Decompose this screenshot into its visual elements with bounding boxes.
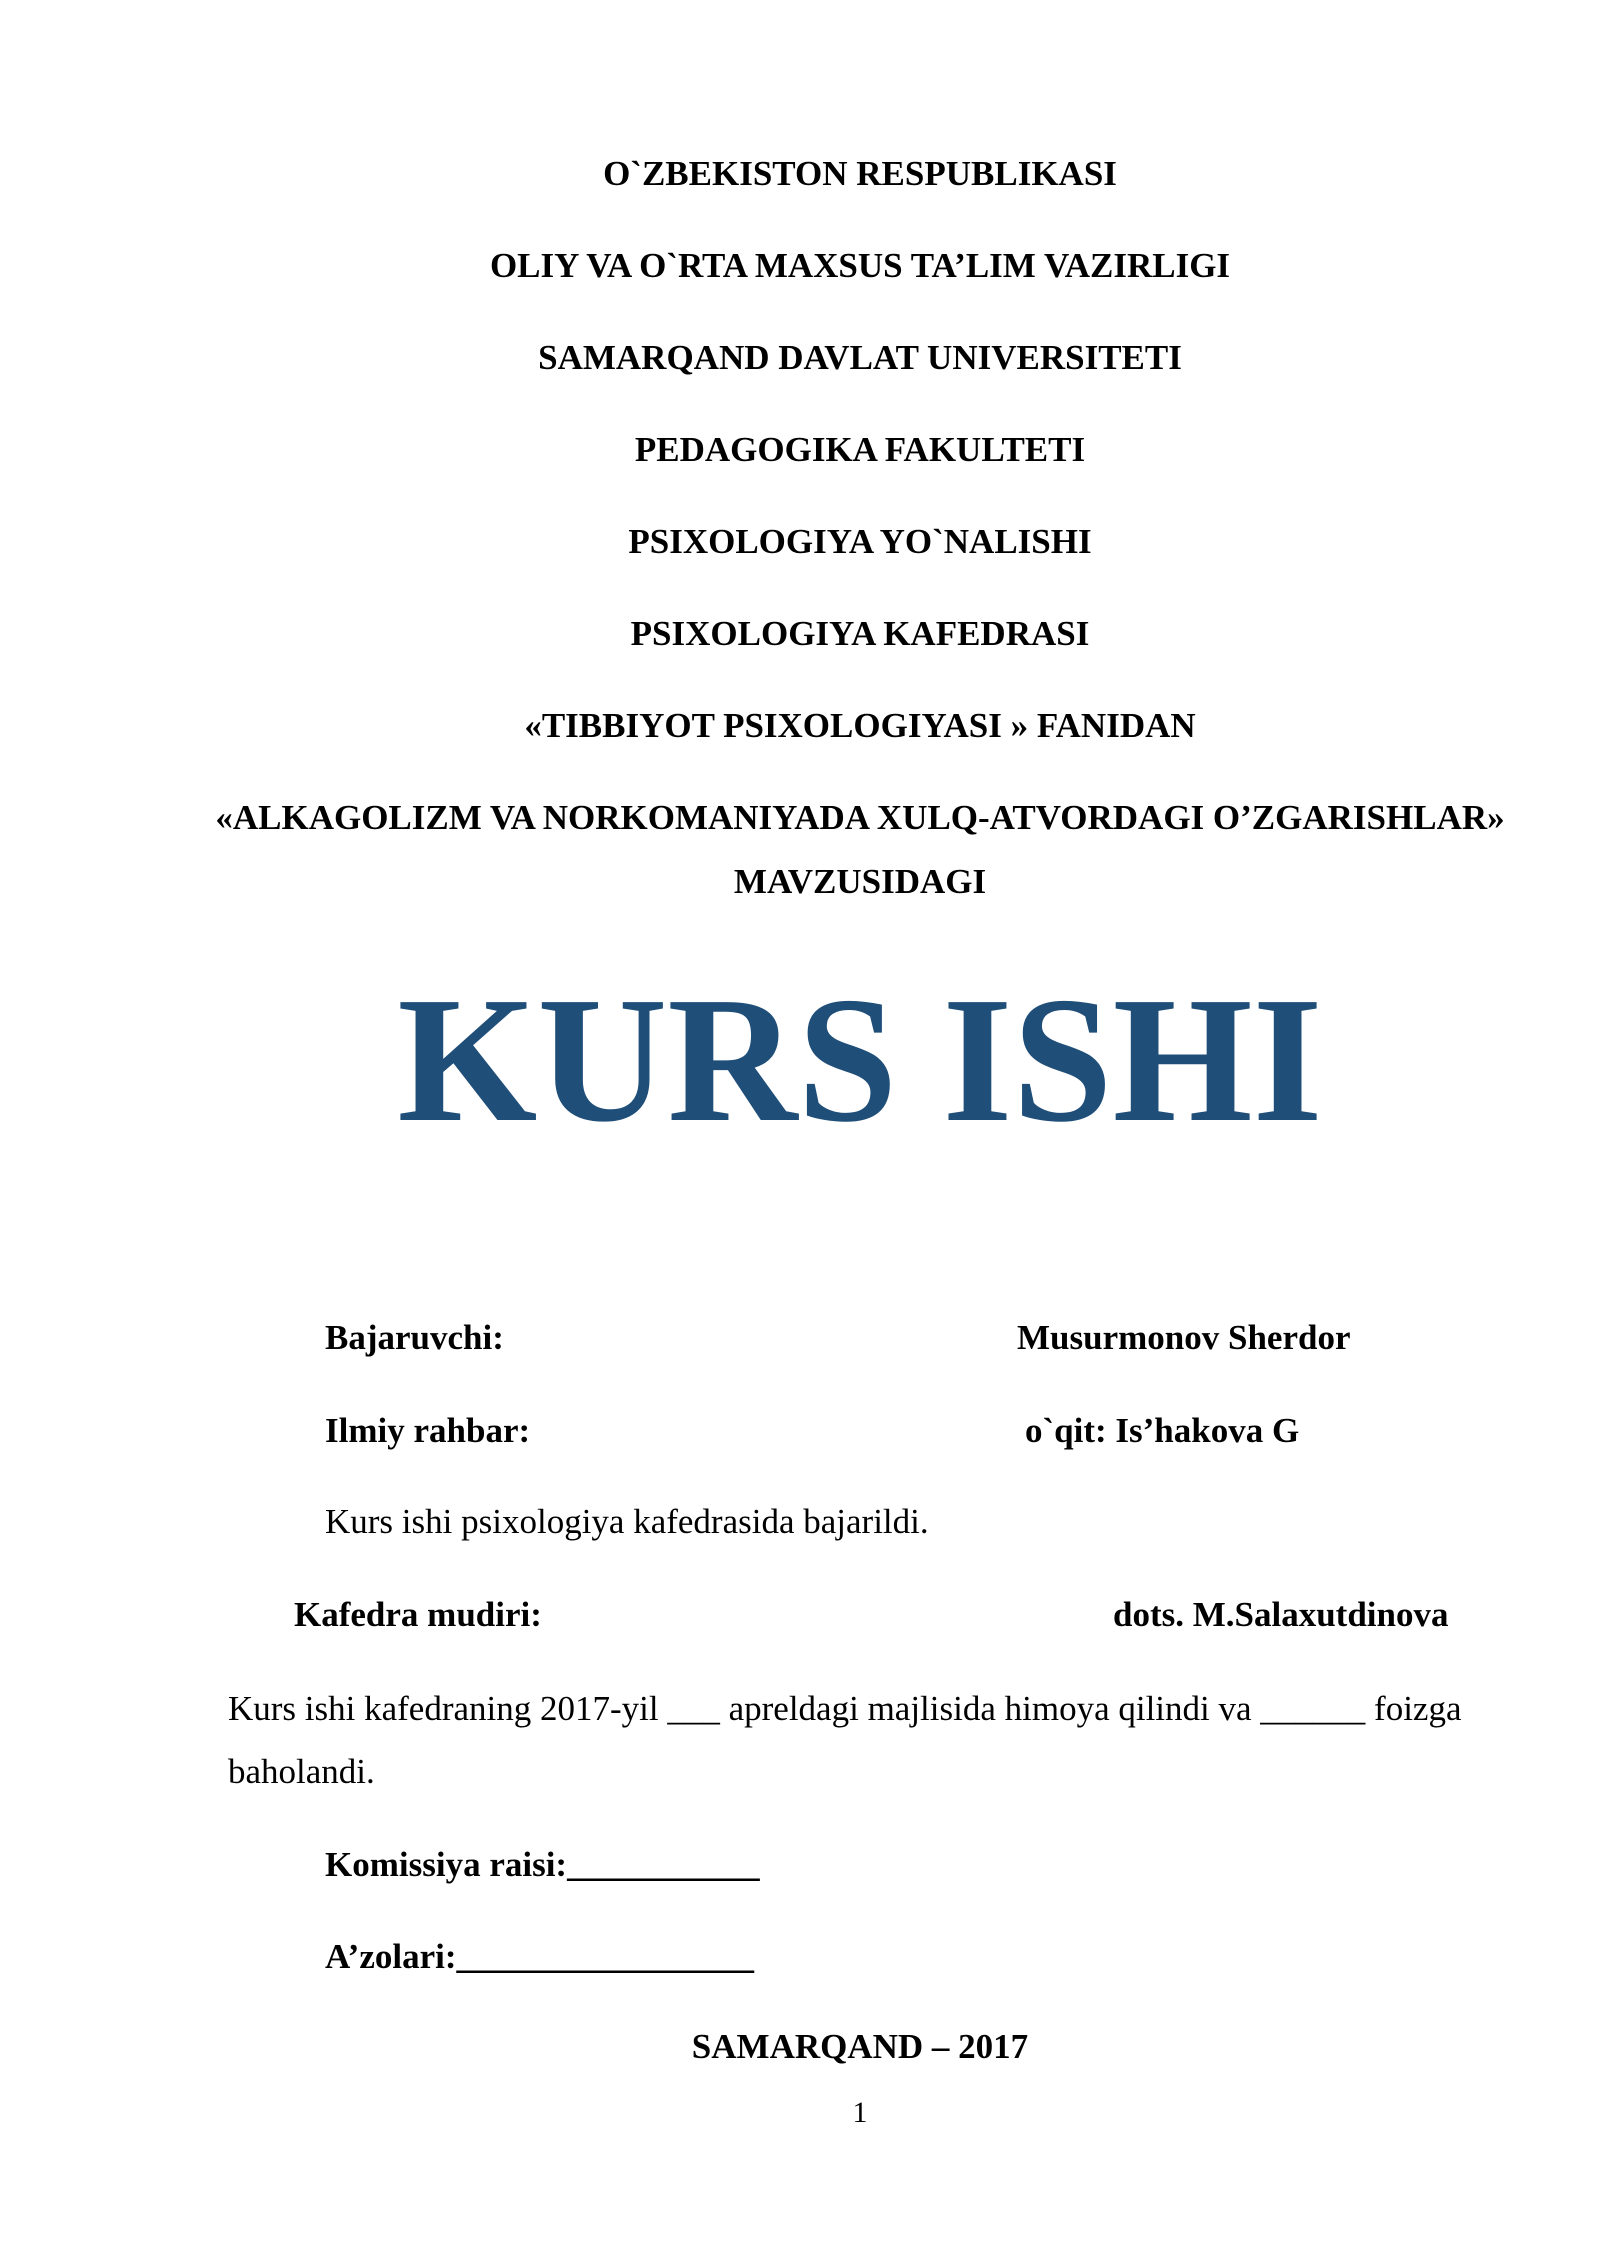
header-line-ministry: OLIY VA O`RTA MAXSUS TA’LIM VAZIRLIGI xyxy=(489,246,1231,285)
topic-title: «ALKAGOLIZM VA NORKOMANIYADA XULQ-ATVORDAGI O’ZGARISHLAR» MAVZUSIDAGI xyxy=(215,798,1505,901)
header-line-faculty: PEDAGOGIKA FAKULTETI xyxy=(634,430,1086,469)
header-line-university: SAMARQAND DAVLAT UNIVERSITETI xyxy=(538,338,1182,377)
supervisor-name: o`qit: Is’hakova G xyxy=(1025,1411,1300,1450)
executor-label: Bajaruvchi: xyxy=(325,1318,504,1357)
department-head-label: Kafedra mudiri: xyxy=(294,1595,542,1634)
commission-chair-line: Komissiya raisi:___________ xyxy=(325,1845,760,1884)
department-head-name: dots. M.Salaxutdinova xyxy=(1113,1595,1449,1634)
supervisor-label: Ilmiy rahbar: xyxy=(325,1411,531,1450)
page-number: 1 xyxy=(852,2096,868,2129)
defense-note: Kurs ishi kafedraning 2017-yil ___ apreldagi majlisida himoya qilindi va ______ foizga baholandi. xyxy=(228,1689,1462,1791)
completed-note: Kurs ishi psixologiya kafedrasida bajarildi. xyxy=(325,1502,929,1541)
executor-name: Musurmonov Sherdor xyxy=(1017,1318,1351,1357)
header-line-country: O`ZBEKISTON RESPUBLIKASI xyxy=(603,154,1117,193)
header-line-subject: «TIBBIYOT PSIXOLOGIYASI » FANIDAN xyxy=(524,706,1196,745)
header-line-direction: PSIXOLOGIYA YO`NALISHI xyxy=(628,522,1092,561)
members-line: A’zolari:_________________ xyxy=(325,1937,755,1976)
city-year: SAMARQAND – 2017 xyxy=(691,2027,1029,2066)
document-title: KURS ISHI xyxy=(397,960,1323,1159)
header-line-department: PSIXOLOGIYA KAFEDRASI xyxy=(630,614,1090,653)
